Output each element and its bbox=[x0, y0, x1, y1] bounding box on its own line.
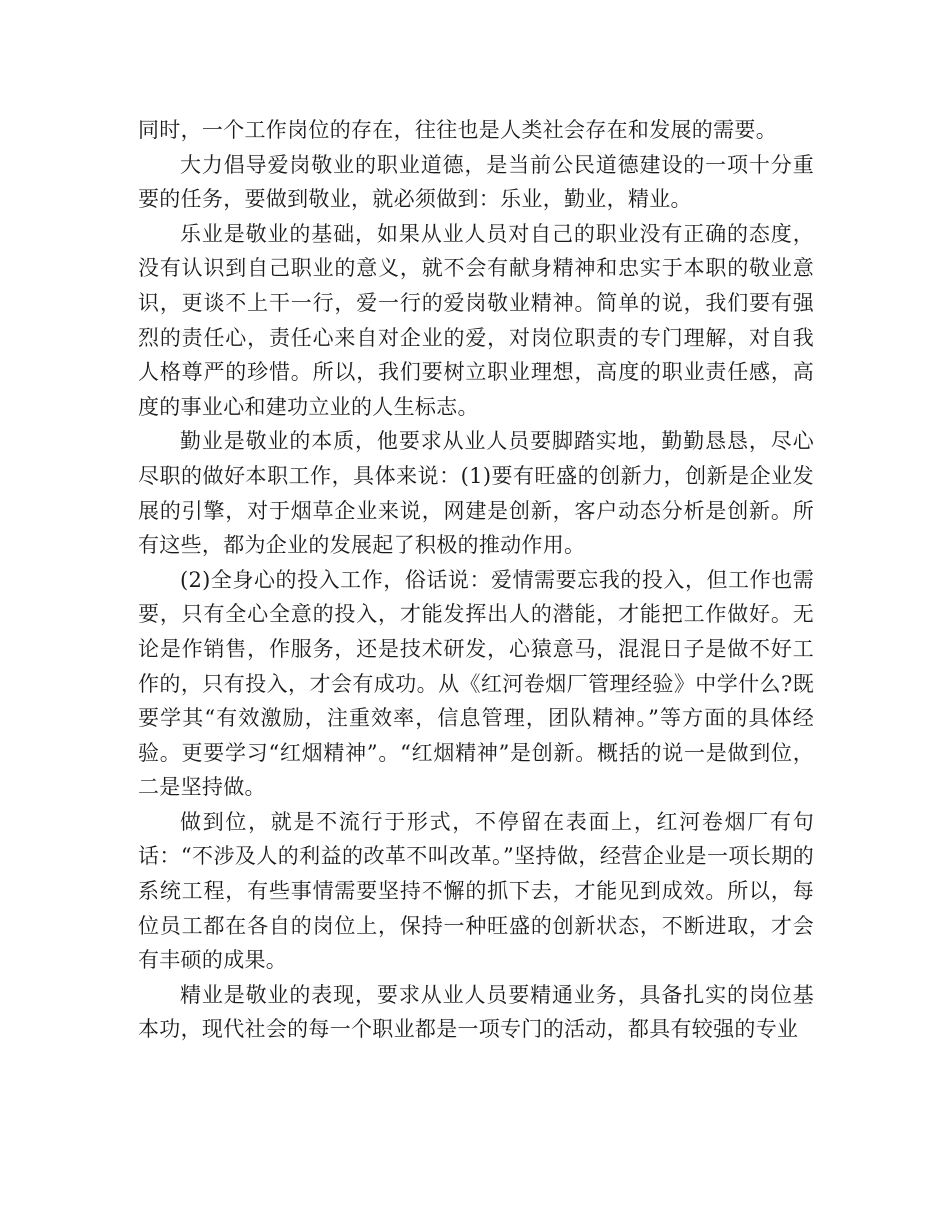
paragraph-3: 乐业是敬业的基础，如果从业人员对自己的职业没有正确的态度，没有认识到自己职业的意义，就不会有献身精神和忠实于本职的敬业意识，更谈不上干一行，爱一行的爱岗敬业精神。简单的说，我们要有强烈的责任心，责任心来自对企业的爱，对岗位职责的专门理解，对自我人格尊严的珍惜。所以，我们要树立职业理想，高度的职业责任感，高度的事业心和建功立业的人生标志。 bbox=[138, 221, 814, 419]
paragraph-1: 同时，一个工作岗位的存在，往往也是人类社会存在和发展的需要。 bbox=[138, 118, 777, 142]
body-text bbox=[138, 113, 814, 1047]
paragraph-5: (2)全身心的投入工作，俗话说：爱情需要忘我的投入，但工作也需要，只有全心全意的投入，才能发挥出人的潜能，才能把工作做好。无论是作销售，作服务，还是技术研发，心猿意马，混混日子是做不好工作的，只有投入，才会有成功。从《红河卷烟厂管理经验》中学什么?既要学其“有效激励，注重效率，信息管理，团队精神。”等方面的具体经验。更要学习“红烟精神”。“红烟精神”是创新。概括的说一是做到位，二是坚持做。 bbox=[138, 567, 814, 800]
paragraph-6: 做到位，就是不流行于形式，不停留在表面上，红河卷烟厂有句话：“不涉及人的利益的改革不叫改革。”坚持做，经营企业是一项长期的系统工程，有些事情需要坚持不懈的抓下去，才能见到成效。所以，每位员工都在各自的岗位上，保持一种旺盛的创新状态，不断进取，才会有丰硕的成果。 bbox=[138, 809, 814, 973]
paragraph-4: 勤业是敬业的本质，他要求从业人员要脚踏实地，勤勤恳恳，尽心尽职的做好本职工作，具体来说：(1)要有旺盛的创新力，创新是企业发展的引擎，对于烟草企业来说，网建是创新，客户动态分析是创新。所有这些，都为企业的发展起了积极的推动作用。 bbox=[138, 429, 814, 558]
paragraph-7: 精业是敬业的表现，要求从业人员要精通业务，具备扎实的岗位基本功，现代社会的每一个职业都是一项专门的活动，都具有较强的专业 bbox=[138, 982, 814, 1042]
paragraph-2: 大力倡导爱岗敬业的职业道德，是当前公民道德建设的一项十分重要的任务，要做到敬业，就必须做到：乐业，勤业，精业。 bbox=[138, 152, 814, 212]
